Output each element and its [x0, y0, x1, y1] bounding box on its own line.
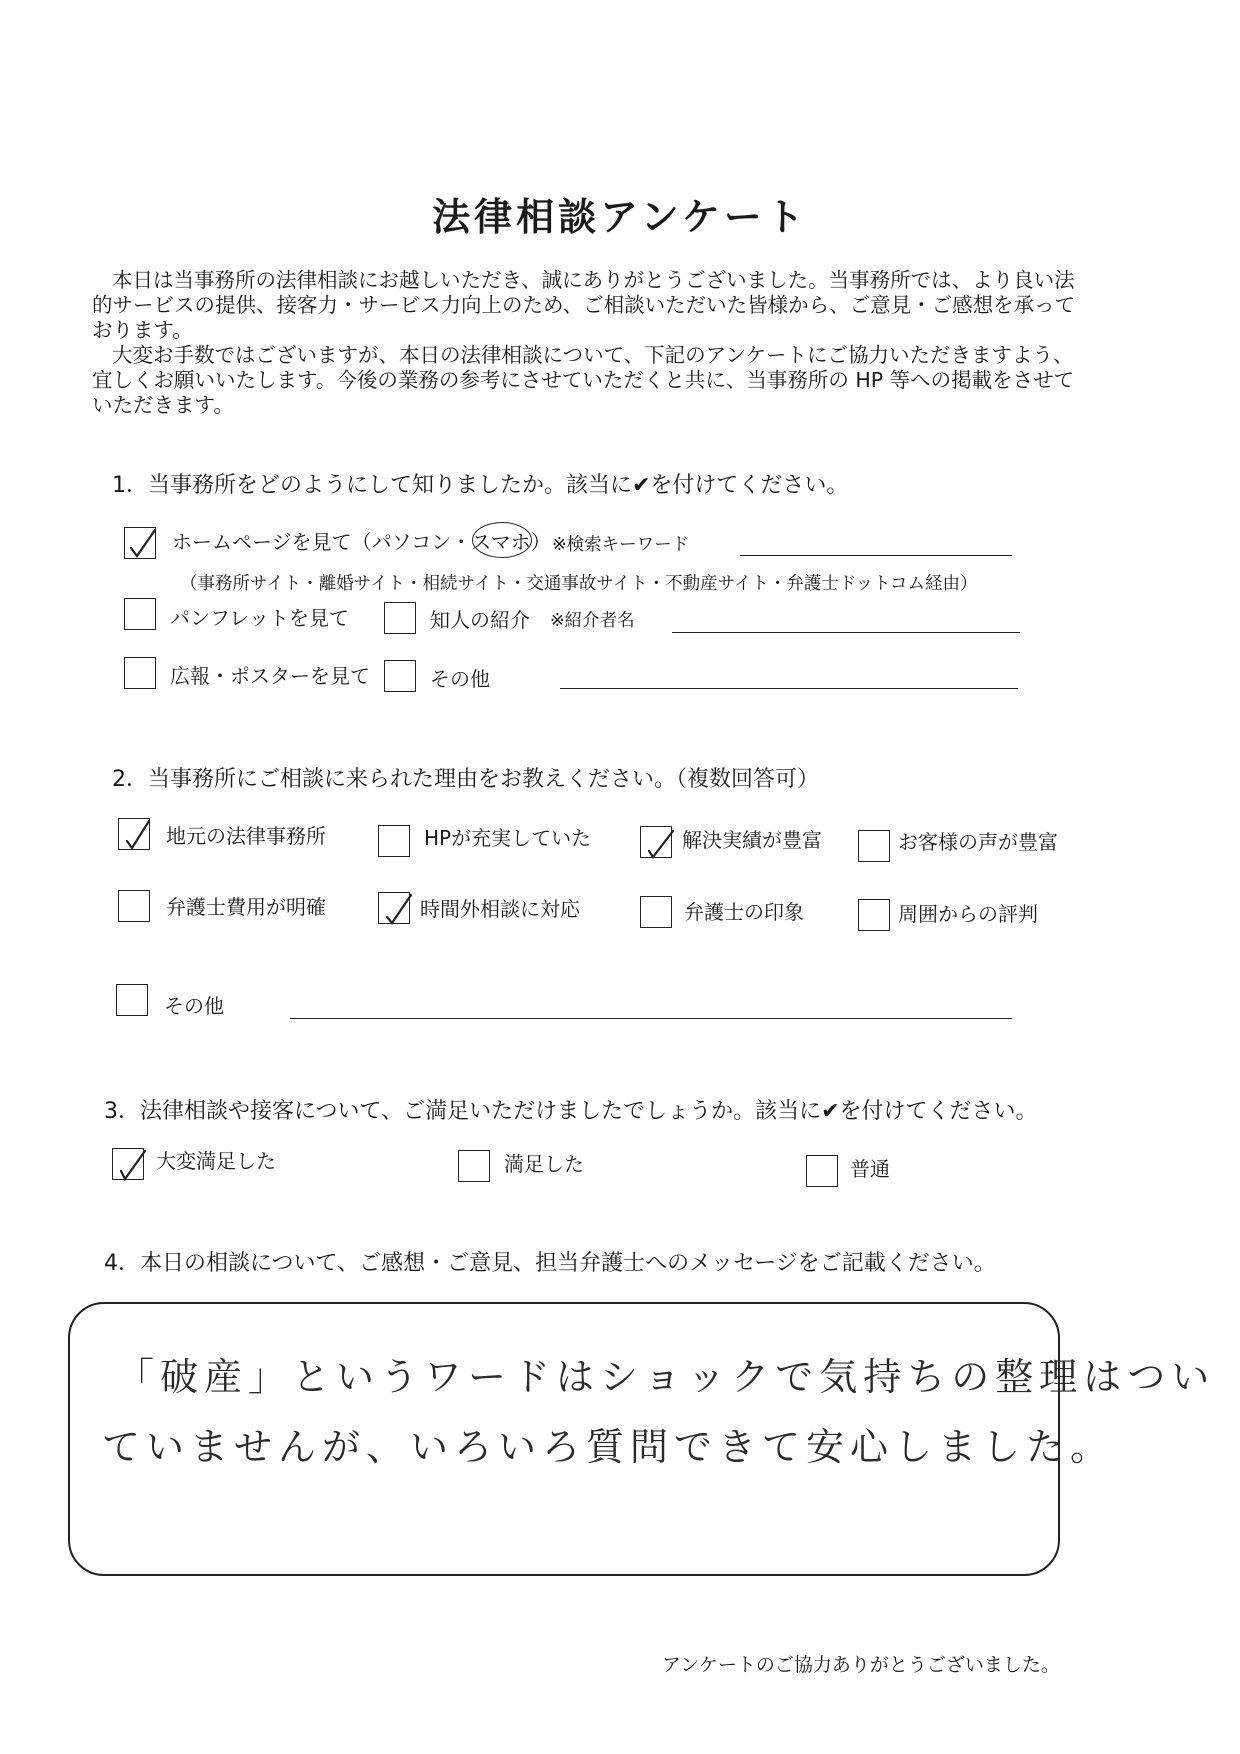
q1-other-checkbox[interactable]: [384, 660, 416, 692]
comment-box[interactable]: [68, 1302, 1216, 1576]
q1-homepage-checkbox[interactable]: [124, 527, 156, 559]
q3-option-3-label: 普通: [850, 1157, 890, 1181]
q3-option-3-checkbox[interactable]: [806, 1155, 838, 1187]
q2-option-4-checkbox[interactable]: [858, 830, 890, 862]
q1-question: 1．当事務所をどのようにして知りましたか。該当に✔を付けてください。: [112, 473, 849, 498]
circle-mark: [472, 522, 532, 558]
checkmark-icon: [123, 524, 163, 564]
intro-paragraph-2: 大変お手数ではございますが、本日の法律相談について、下記のアンケートにご協力いただきますよう、宜しくお願いいたします。今後の業務の参考にさせていただくと共に、当事務所の HP 等への掲載をさせていただきます。: [92, 343, 1075, 417]
q1-homepage-label: ホームページを見て（パソコン・スマホ）: [172, 530, 551, 554]
q2-question: 2．当事務所にご相談に来られた理由をお教えください。（複数回答可）: [112, 767, 819, 792]
q1-sites-list: （事務所サイト・離婚サイト・相続サイト・交通事故サイト・不動産サイト・弁護士ドットコム経由）: [180, 574, 978, 594]
q3-option-2-checkbox[interactable]: [458, 1150, 490, 1182]
q1-pamphlet-label: パンフレットを見て: [170, 606, 349, 630]
q2-option-5-checkbox[interactable]: [118, 890, 150, 922]
q3-option-1-label: 大変満足した: [156, 1149, 276, 1173]
q2-option-2-label: HPが充実していた: [424, 826, 592, 850]
q2-option-2-checkbox[interactable]: [378, 825, 410, 857]
q4-question: 4．本日の相談について、ご感想・ご意見、担当弁護士へのメッセージをご記載ください。: [104, 1251, 996, 1276]
q2-option-1-label: 地元の法律事務所: [166, 824, 326, 848]
q3-option-1-checkbox[interactable]: [112, 1148, 144, 1180]
checkmark-icon: [117, 815, 157, 855]
q1-poster-label: 広報・ポスターを見て: [170, 664, 370, 688]
q2-option-1-checkbox[interactable]: [118, 818, 150, 850]
page-title: 法律相談アンケート: [432, 195, 808, 239]
q2-option-8-checkbox[interactable]: [858, 899, 890, 931]
q2-option-5-label: 弁護士費用が明確: [166, 895, 326, 919]
q3-question: 3．法律相談や接客について、ご満足いただけましたでしょうか。該当に✔を付けてください。: [104, 1099, 1038, 1124]
checkmark-icon: [111, 1145, 151, 1185]
comment-answer-line-1: 「破産」というワードはショックで気持ちの整理はつい: [116, 1355, 1216, 1399]
q1-referral-checkbox[interactable]: [384, 602, 416, 634]
q2-option-9-checkbox[interactable]: [116, 984, 148, 1016]
q2-option-4-label: お客様の声が豊富: [898, 830, 1058, 854]
intro-paragraph-1: 本日は当事務所の法律相談にお越しいただき、誠にありがとうございました。当事務所では、より良い法的サービスの提供、接客力・サービス力向上のため、ご相談いただいた皆様から、ご意見・ご感想を承っております。: [92, 268, 1076, 342]
q1-pamphlet-checkbox[interactable]: [124, 598, 156, 630]
q1-keyword-line[interactable]: [740, 555, 1012, 556]
q2-option-3-label: 解決実績が豊富: [682, 828, 822, 852]
q2-option-6-checkbox[interactable]: [378, 892, 410, 924]
q1-referral-label: 知人の紹介: [430, 608, 530, 632]
q2-option-3-checkbox[interactable]: [640, 826, 672, 858]
q1-keyword-label: ※検索キーワード: [552, 535, 690, 555]
thanks-footer: アンケートのご協力ありがとうございました。: [662, 1654, 1060, 1676]
q2-option-9-label: その他: [164, 994, 224, 1018]
q3-option-2-label: 満足した: [504, 1152, 584, 1176]
q1-other-label: その他: [430, 667, 490, 691]
q1-referral-name-label: ※紹介者名: [550, 611, 635, 631]
intro-text: [92, 268, 1082, 418]
checkmark-icon: [377, 889, 417, 929]
comment-answer-line-2: ていませんが、いろいろ質問できて安心しました。: [102, 1425, 1115, 1469]
q1-other-line[interactable]: [560, 688, 1018, 689]
q2-option-7-checkbox[interactable]: [640, 896, 672, 928]
q2-option-6-label: 時間外相談に対応: [420, 897, 580, 921]
q1-poster-checkbox[interactable]: [124, 657, 156, 689]
q2-option-7-label: 弁護士の印象: [684, 900, 804, 924]
checkmark-icon: [639, 823, 679, 863]
q1-referral-line[interactable]: [672, 632, 1020, 633]
q2-other-line[interactable]: [290, 1018, 1012, 1019]
q2-option-8-label: 周囲からの評判: [898, 902, 1038, 926]
